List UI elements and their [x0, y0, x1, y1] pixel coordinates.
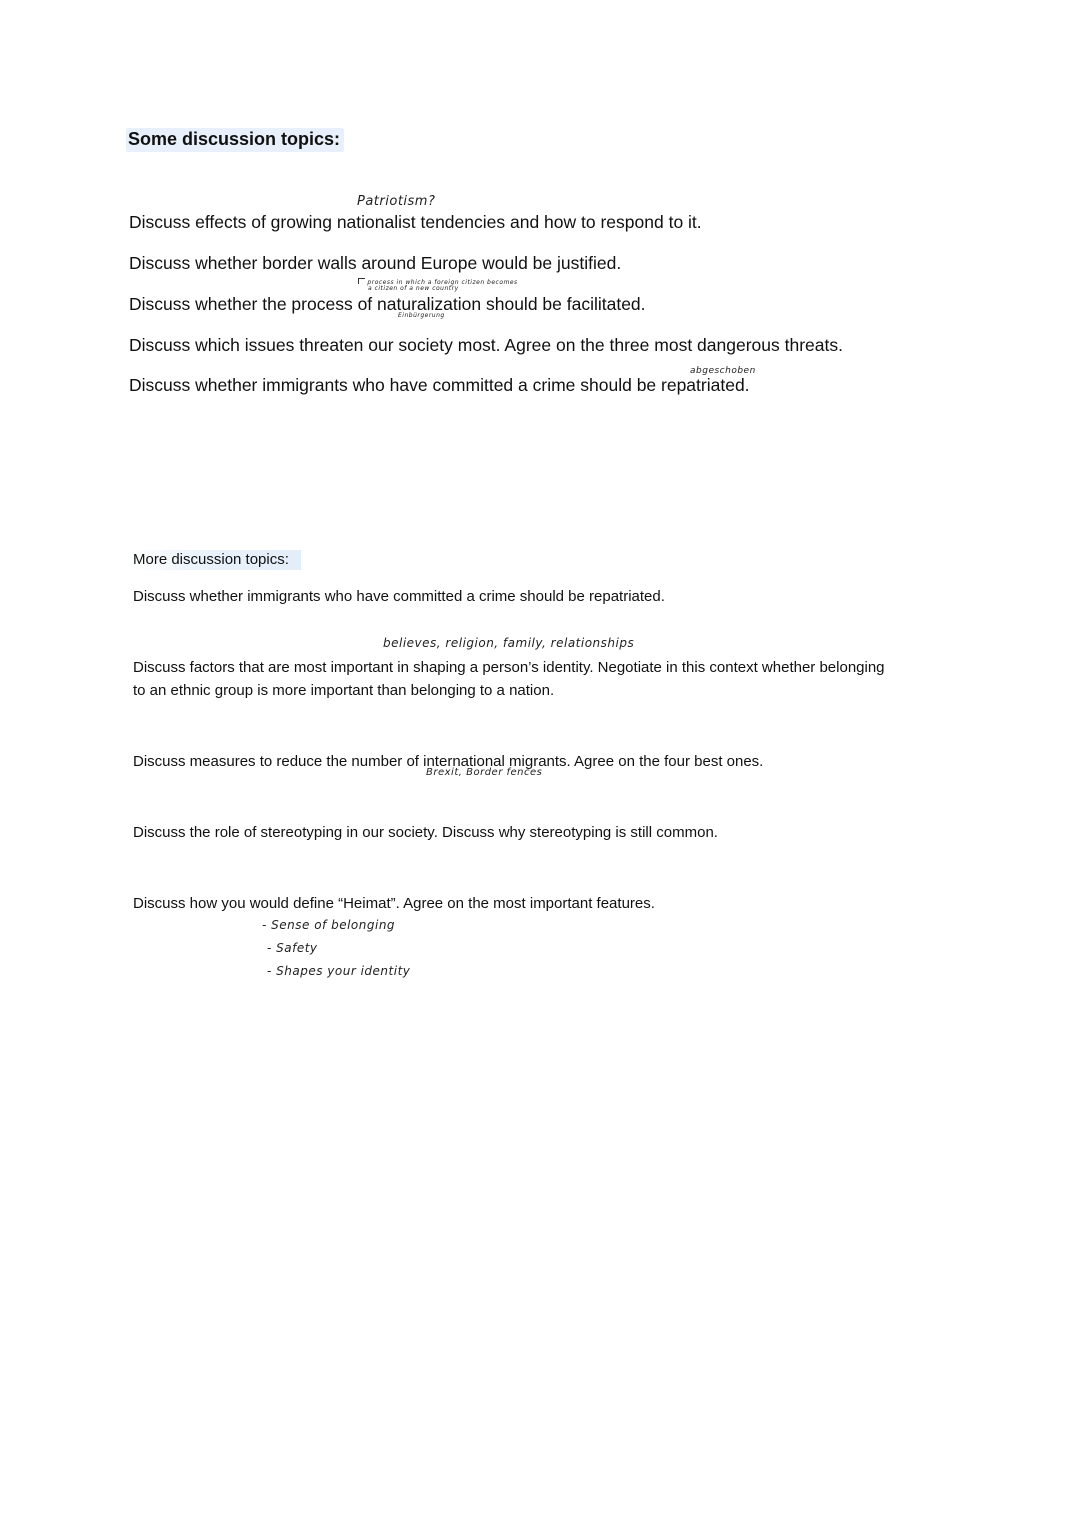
section2-heading: More discussion topics:: [131, 550, 301, 570]
topic-border-walls: Discuss whether border walls around Europe would be justified.: [129, 253, 622, 273]
topic2-migrants: Discuss measures to reduce the number of international migrants. Agree on the four best ones.: [133, 753, 764, 770]
note-heimat-safety: - Safety: [267, 941, 318, 955]
note-einbuergerung: Einbürgerung: [398, 312, 445, 319]
note-naturalization-definition: [358, 278, 518, 292]
note-naturalization-line2: a citizen of a new country: [368, 285, 459, 292]
topic-nationalism: Discuss effects of growing nationalist tendencies and how to respond to it.: [129, 212, 702, 232]
topic2-repatriation: Discuss whether immigrants who have committed a crime should be repatriated.: [133, 588, 665, 605]
note-identity-factors: believes, religion, family, relationships: [383, 636, 635, 650]
note-heimat-identity: - Shapes your identity: [267, 964, 411, 978]
topic-naturalization: Discuss whether the process of naturalization should be facilitated.: [129, 294, 646, 314]
topic2-heimat: Discuss how you would define “Heimat”. Agree on the most important features.: [133, 895, 655, 912]
topic-threats: Discuss which issues threaten our society most. Agree on the three most dangerous threats.: [129, 335, 843, 355]
topic2-identity: Discuss factors that are most important in shaping a person’s identity. Negotiate in this context whether belonging to an ethnic group is more important than belonging to a nation.: [133, 659, 885, 699]
note-naturalization-line1: process in which a foreign citizen becomes: [367, 279, 518, 286]
note-abgeschoben: abgeschoben: [690, 366, 756, 376]
topic2-stereotyping: Discuss the role of stereotyping in our society. Discuss why stereotyping is still common.: [133, 824, 718, 841]
topic-repatriation: Discuss whether immigrants who have committed a crime should be repatriated.: [129, 375, 750, 395]
section1-heading: Some discussion topics:: [126, 128, 344, 152]
note-brexit: Brexit, Border fences: [426, 767, 543, 778]
note-heimat-belonging: - Sense of belonging: [262, 918, 396, 932]
note-patriotism: Patriotism?: [357, 194, 436, 209]
arrow-icon: [358, 278, 365, 284]
